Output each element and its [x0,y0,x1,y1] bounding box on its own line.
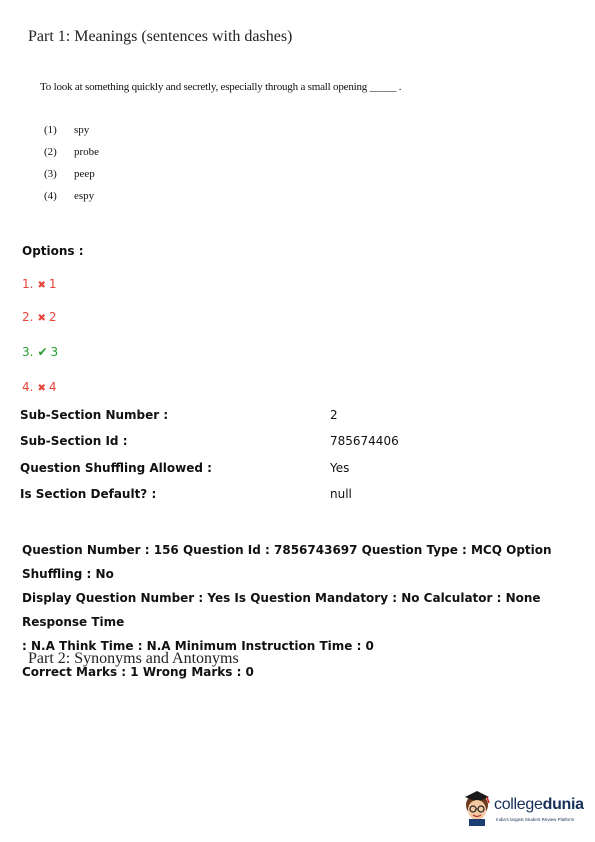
option-prefix: 2. [22,310,34,324]
option-prefix: 3. [22,345,34,359]
logo-tagline: India's largest Student Review Platform [496,817,575,822]
subsection-value: Yes [330,461,350,475]
option-value: 2 [48,310,57,324]
mascot-icon [460,788,494,826]
option-value: 1 [48,277,57,291]
cross-icon: ✖ [37,280,46,291]
choice-text: peep [74,168,95,180]
option-prefix: 4. [22,380,34,394]
logo [460,788,588,828]
subsection-value: null [330,487,352,501]
choice-number: (4) [44,190,57,202]
option-item [22,277,56,291]
subsection-row [20,408,560,424]
option-item [22,345,58,359]
options-heading: Options : [22,244,84,258]
subsection-key: Sub-Section Id : [20,434,128,448]
subsection-row [20,461,560,477]
question-choice [44,190,94,202]
subsection-key: Is Section Default? : [20,487,157,501]
question-info-line: Display Question Number : Yes Is Question Mandatory : No Calculator : None Response Time [22,591,541,629]
logo-name-part2: dunia [542,796,584,813]
logo-name-part1: college [494,796,543,813]
question-info-line: Question Number : 156 Question Id : 7856743697 Question Type : MCQ Option Shuffling : No [22,543,552,581]
option-item [22,380,56,394]
option-value: 3 [50,345,59,359]
option-value: 4 [48,380,57,394]
option-prefix: 1. [22,277,34,291]
check-icon: ✔ [37,345,48,359]
question-choice [44,124,89,136]
logo-wordmark [494,796,584,814]
choice-number: (1) [44,124,57,136]
part1-title: Part 1: Meanings (sentences with dashes) [28,28,293,45]
subsection-value: 2 [330,408,338,422]
subsection-row [20,487,560,503]
choice-number: (2) [44,146,57,158]
choice-text: espy [74,190,95,202]
choice-text: spy [74,124,90,136]
question-choice [44,168,95,180]
question-info-line: : N.A Think Time : N.A Minimum Instruction Time : 0 [22,639,374,653]
subsection-key: Question Shuffling Allowed : [20,461,212,475]
subsection-value: 785674406 [330,434,399,448]
choice-number: (3) [44,168,57,180]
marks-line: Correct Marks : 1 Wrong Marks : 0 [22,665,254,679]
choice-text: probe [74,146,100,158]
cross-icon: ✖ [37,313,46,324]
cross-icon: ✖ [37,383,46,394]
subsection-row [20,434,560,450]
question-choice [44,146,99,158]
option-item [22,310,56,324]
part2-title: Part 2: Synonyms and Antonyms [28,650,239,667]
subsection-key: Sub-Section Number : [20,408,169,422]
question-text: To look at something quickly and secretly, especially through a small opening _____ . [40,81,402,93]
